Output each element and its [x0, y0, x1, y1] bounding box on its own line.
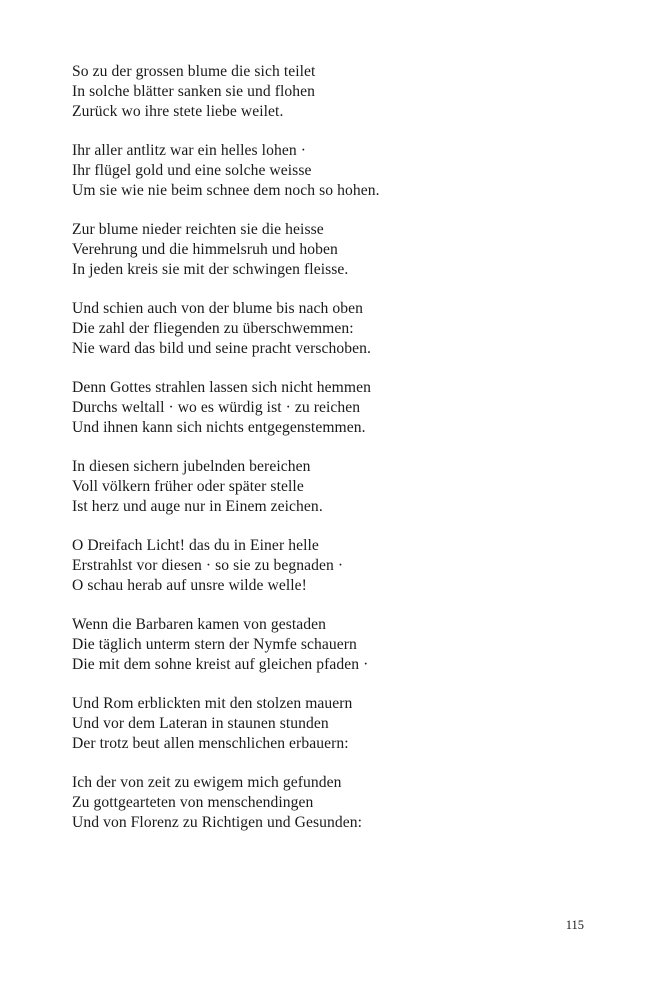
- poem-stanza: [72, 378, 572, 438]
- poem-line: Zur blume nieder reichten sie die heisse: [72, 221, 324, 238]
- poem-line: Und Rom erblickten mit den stolzen mauern: [72, 695, 353, 712]
- poem-stanza: [72, 141, 572, 201]
- poem-line: In diesen sichern jubelnden bereichen: [72, 458, 311, 475]
- poem-line: Wenn die Barbaren kamen von gestaden: [72, 616, 327, 633]
- poem-stanza: [72, 62, 572, 122]
- poem-line: Und vor dem Lateran in staunen stunden: [72, 715, 329, 732]
- poem-line: Und von Florenz zu Richtigen und Gesunden:: [72, 814, 363, 831]
- poem-line: Denn Gottes strahlen lassen sich nicht hemmen: [72, 379, 371, 396]
- poem-line: Voll völkern früher oder später stelle: [72, 478, 304, 495]
- poem-line: Zurück wo ihre stete liebe weilet.: [72, 103, 284, 120]
- poem-stanza: [72, 220, 572, 280]
- poem-stanza: [72, 694, 572, 754]
- poem-line: Um sie wie nie beim schnee dem noch so hohen.: [72, 182, 380, 199]
- page-number: 115: [565, 918, 584, 932]
- poem-text-body: [72, 62, 572, 833]
- poem-stanza: [72, 457, 572, 517]
- poem-line: Ist herz und auge nur in Einem zeichen.: [72, 498, 323, 515]
- poem-line: Die zahl der fliegenden zu überschwemmen:: [72, 320, 354, 337]
- poem-stanza: [72, 615, 572, 675]
- poem-stanza: [72, 536, 572, 596]
- poem-line: Nie ward das bild und seine pracht verschoben.: [72, 340, 372, 357]
- poem-line: In solche blätter sanken sie und flohen: [72, 83, 316, 100]
- poem-line: Erstrahlst vor diesen · so sie zu begnaden ·: [72, 557, 344, 574]
- poem-line: O Dreifach Licht! das du in Einer helle: [72, 537, 319, 554]
- poem-line: So zu der grossen blume die sich teilet: [72, 63, 316, 80]
- poem-line: Und ihnen kann sich nichts entgegenstemmen.: [72, 419, 366, 436]
- poem-line: O schau herab auf unsre wilde welle!: [72, 577, 307, 594]
- poem-line: Ich der von zeit zu ewigem mich gefunden: [72, 774, 342, 791]
- poem-line: Verehrung und die himmelsruh und hoben: [72, 241, 338, 258]
- poem-line: Ihr aller antlitz war ein helles lohen ·: [72, 142, 306, 159]
- poem-line: Und schien auch von der blume bis nach oben: [72, 300, 363, 317]
- poem-line: Zu gottgearteten von menschendingen: [72, 794, 314, 811]
- poem-stanza: [72, 299, 572, 359]
- poem-line: Der trotz beut allen menschlichen erbauern:: [72, 735, 349, 752]
- poem-line: Die mit dem sohne kreist auf gleichen pfaden ·: [72, 656, 369, 673]
- poem-line: Die täglich unterm stern der Nymfe schauern: [72, 636, 357, 653]
- poem-line: Ihr flügel gold und eine solche weisse: [72, 162, 312, 179]
- poem-stanza: [72, 773, 572, 833]
- poem-line: Durchs weltall · wo es würdig ist · zu reichen: [72, 399, 361, 416]
- poem-line: In jeden kreis sie mit der schwingen fleisse.: [72, 261, 349, 278]
